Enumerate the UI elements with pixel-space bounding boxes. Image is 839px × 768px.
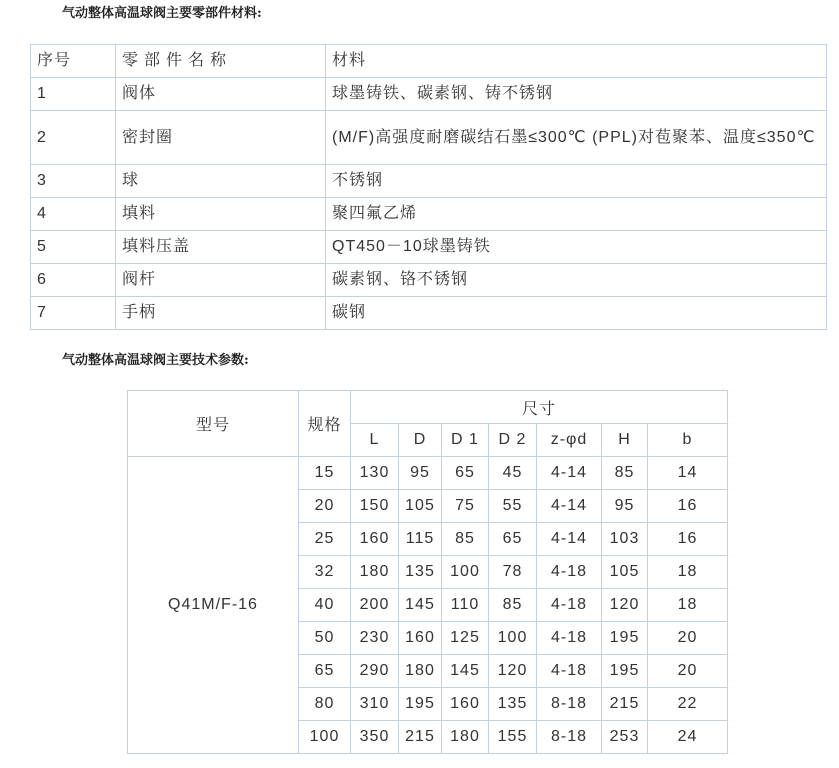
- dim-L-cell: 180: [351, 556, 399, 589]
- dim-D1-cell: 145: [442, 655, 489, 688]
- header-dimensions: 尺寸: [351, 391, 728, 424]
- model-cell: Q41M/F-16: [128, 457, 299, 754]
- parts-materials-table: [30, 44, 827, 330]
- dim-D-cell: 95: [399, 457, 442, 490]
- dim-L-cell: 230: [351, 622, 399, 655]
- dim-z-phi-d-cell: 4-14: [537, 490, 602, 523]
- parts-section-title: 气动整体高温球阀主要零部件材料:: [62, 6, 262, 21]
- spec-cell: 15: [299, 457, 351, 490]
- header-model: 型号: [128, 391, 299, 457]
- dim-D2-cell: 55: [489, 490, 537, 523]
- dim-L-cell: 200: [351, 589, 399, 622]
- dim-z-phi-d-cell: 4-14: [537, 523, 602, 556]
- dim-z-phi-d-cell: 4-18: [537, 622, 602, 655]
- header-dim-H: H: [602, 424, 648, 457]
- header-part-name: 零部件名称: [116, 45, 326, 78]
- part-name-cell: 手柄: [116, 297, 326, 330]
- spec-cell: 80: [299, 688, 351, 721]
- dim-L-cell: 350: [351, 721, 399, 754]
- dim-z-phi-d-cell: 8-18: [537, 721, 602, 754]
- dim-D-cell: 105: [399, 490, 442, 523]
- header-dim-D1: D 1: [442, 424, 489, 457]
- parts-row: [31, 231, 827, 264]
- dim-z-phi-d-cell: 4-18: [537, 556, 602, 589]
- part-no-cell: 7: [31, 297, 116, 330]
- part-material-cell: (M/F)高强度耐磨碳结石墨≤300℃ (PPL)对苞聚苯、温度≤350℃: [326, 111, 827, 165]
- spec-cell: 40: [299, 589, 351, 622]
- dim-D-cell: 135: [399, 556, 442, 589]
- dim-D1-cell: 180: [442, 721, 489, 754]
- dim-H-cell: 215: [602, 688, 648, 721]
- dim-z-phi-d-cell: 8-18: [537, 688, 602, 721]
- part-name-cell: 阀杆: [116, 264, 326, 297]
- dim-b-cell: 16: [648, 490, 728, 523]
- part-material-cell: 碳钢: [326, 297, 827, 330]
- dim-D1-cell: 100: [442, 556, 489, 589]
- dim-D1-cell: 160: [442, 688, 489, 721]
- part-material-cell: 聚四氟乙烯: [326, 198, 827, 231]
- spec-row: [128, 457, 728, 490]
- parts-row: [31, 264, 827, 297]
- dim-D2-cell: 78: [489, 556, 537, 589]
- parts-row: [31, 165, 827, 198]
- dim-H-cell: 253: [602, 721, 648, 754]
- dim-L-cell: 130: [351, 457, 399, 490]
- part-material-cell: 球墨铸铁、碳素钢、铸不锈钢: [326, 78, 827, 111]
- part-no-cell: 5: [31, 231, 116, 264]
- part-no-cell: 4: [31, 198, 116, 231]
- part-no-cell: 3: [31, 165, 116, 198]
- dim-L-cell: 160: [351, 523, 399, 556]
- part-no-cell: 2: [31, 111, 116, 165]
- dim-z-phi-d-cell: 4-18: [537, 655, 602, 688]
- dim-H-cell: 105: [602, 556, 648, 589]
- header-dim-D2: D 2: [489, 424, 537, 457]
- part-name-cell: 密封圈: [116, 111, 326, 165]
- dim-L-cell: 290: [351, 655, 399, 688]
- header-dim-D: D: [399, 424, 442, 457]
- dim-z-phi-d-cell: 4-18: [537, 589, 602, 622]
- dim-D-cell: 215: [399, 721, 442, 754]
- spec-cell: 65: [299, 655, 351, 688]
- dim-D2-cell: 135: [489, 688, 537, 721]
- parts-row: [31, 111, 827, 165]
- spec-cell: 25: [299, 523, 351, 556]
- dim-b-cell: 18: [648, 589, 728, 622]
- part-material-cell: 碳素钢、铬不锈钢: [326, 264, 827, 297]
- dim-H-cell: 103: [602, 523, 648, 556]
- header-spec: 规格: [299, 391, 351, 457]
- dim-D-cell: 160: [399, 622, 442, 655]
- header-dim-L: L: [351, 424, 399, 457]
- dim-b-cell: 14: [648, 457, 728, 490]
- specs-section-title: 气动整体高温球阀主要技术参数:: [62, 353, 249, 368]
- dim-D-cell: 115: [399, 523, 442, 556]
- part-name-cell: 阀体: [116, 78, 326, 111]
- dim-b-cell: 20: [648, 622, 728, 655]
- dim-H-cell: 120: [602, 589, 648, 622]
- dim-H-cell: 95: [602, 490, 648, 523]
- dim-z-phi-d-cell: 4-14: [537, 457, 602, 490]
- dim-D-cell: 180: [399, 655, 442, 688]
- parts-row: [31, 78, 827, 111]
- tech-specs-table: [127, 390, 728, 754]
- part-no-cell: 1: [31, 78, 116, 111]
- dim-b-cell: 22: [648, 688, 728, 721]
- header-dim-z-phi-d: z-φd: [537, 424, 602, 457]
- dim-D1-cell: 110: [442, 589, 489, 622]
- dim-D-cell: 145: [399, 589, 442, 622]
- dim-D1-cell: 125: [442, 622, 489, 655]
- parts-row: [31, 198, 827, 231]
- dim-D1-cell: 75: [442, 490, 489, 523]
- dim-b-cell: 24: [648, 721, 728, 754]
- header-no: 序号: [31, 45, 116, 78]
- dim-H-cell: 195: [602, 655, 648, 688]
- part-material-cell: QT450－10球墨铸铁: [326, 231, 827, 264]
- part-no-cell: 6: [31, 264, 116, 297]
- dim-b-cell: 16: [648, 523, 728, 556]
- dim-D-cell: 195: [399, 688, 442, 721]
- part-name-cell: 球: [116, 165, 326, 198]
- dim-D2-cell: 65: [489, 523, 537, 556]
- part-name-cell: 填料: [116, 198, 326, 231]
- spec-cell: 32: [299, 556, 351, 589]
- dim-b-cell: 18: [648, 556, 728, 589]
- spec-cell: 20: [299, 490, 351, 523]
- part-name-cell: 填料压盖: [116, 231, 326, 264]
- dim-b-cell: 20: [648, 655, 728, 688]
- dim-L-cell: 150: [351, 490, 399, 523]
- dim-D2-cell: 100: [489, 622, 537, 655]
- dim-D1-cell: 85: [442, 523, 489, 556]
- part-material-cell: 不锈钢: [326, 165, 827, 198]
- dim-H-cell: 195: [602, 622, 648, 655]
- parts-row: [31, 297, 827, 330]
- dim-D1-cell: 65: [442, 457, 489, 490]
- dim-H-cell: 85: [602, 457, 648, 490]
- dim-D2-cell: 85: [489, 589, 537, 622]
- header-material: 材料: [326, 45, 827, 78]
- dim-D2-cell: 120: [489, 655, 537, 688]
- dim-D2-cell: 155: [489, 721, 537, 754]
- parts-header-row: [31, 45, 827, 78]
- header-dim-b: b: [648, 424, 728, 457]
- spec-cell: 50: [299, 622, 351, 655]
- dim-D2-cell: 45: [489, 457, 537, 490]
- specs-header-row: [128, 391, 728, 424]
- spec-cell: 100: [299, 721, 351, 754]
- dim-L-cell: 310: [351, 688, 399, 721]
